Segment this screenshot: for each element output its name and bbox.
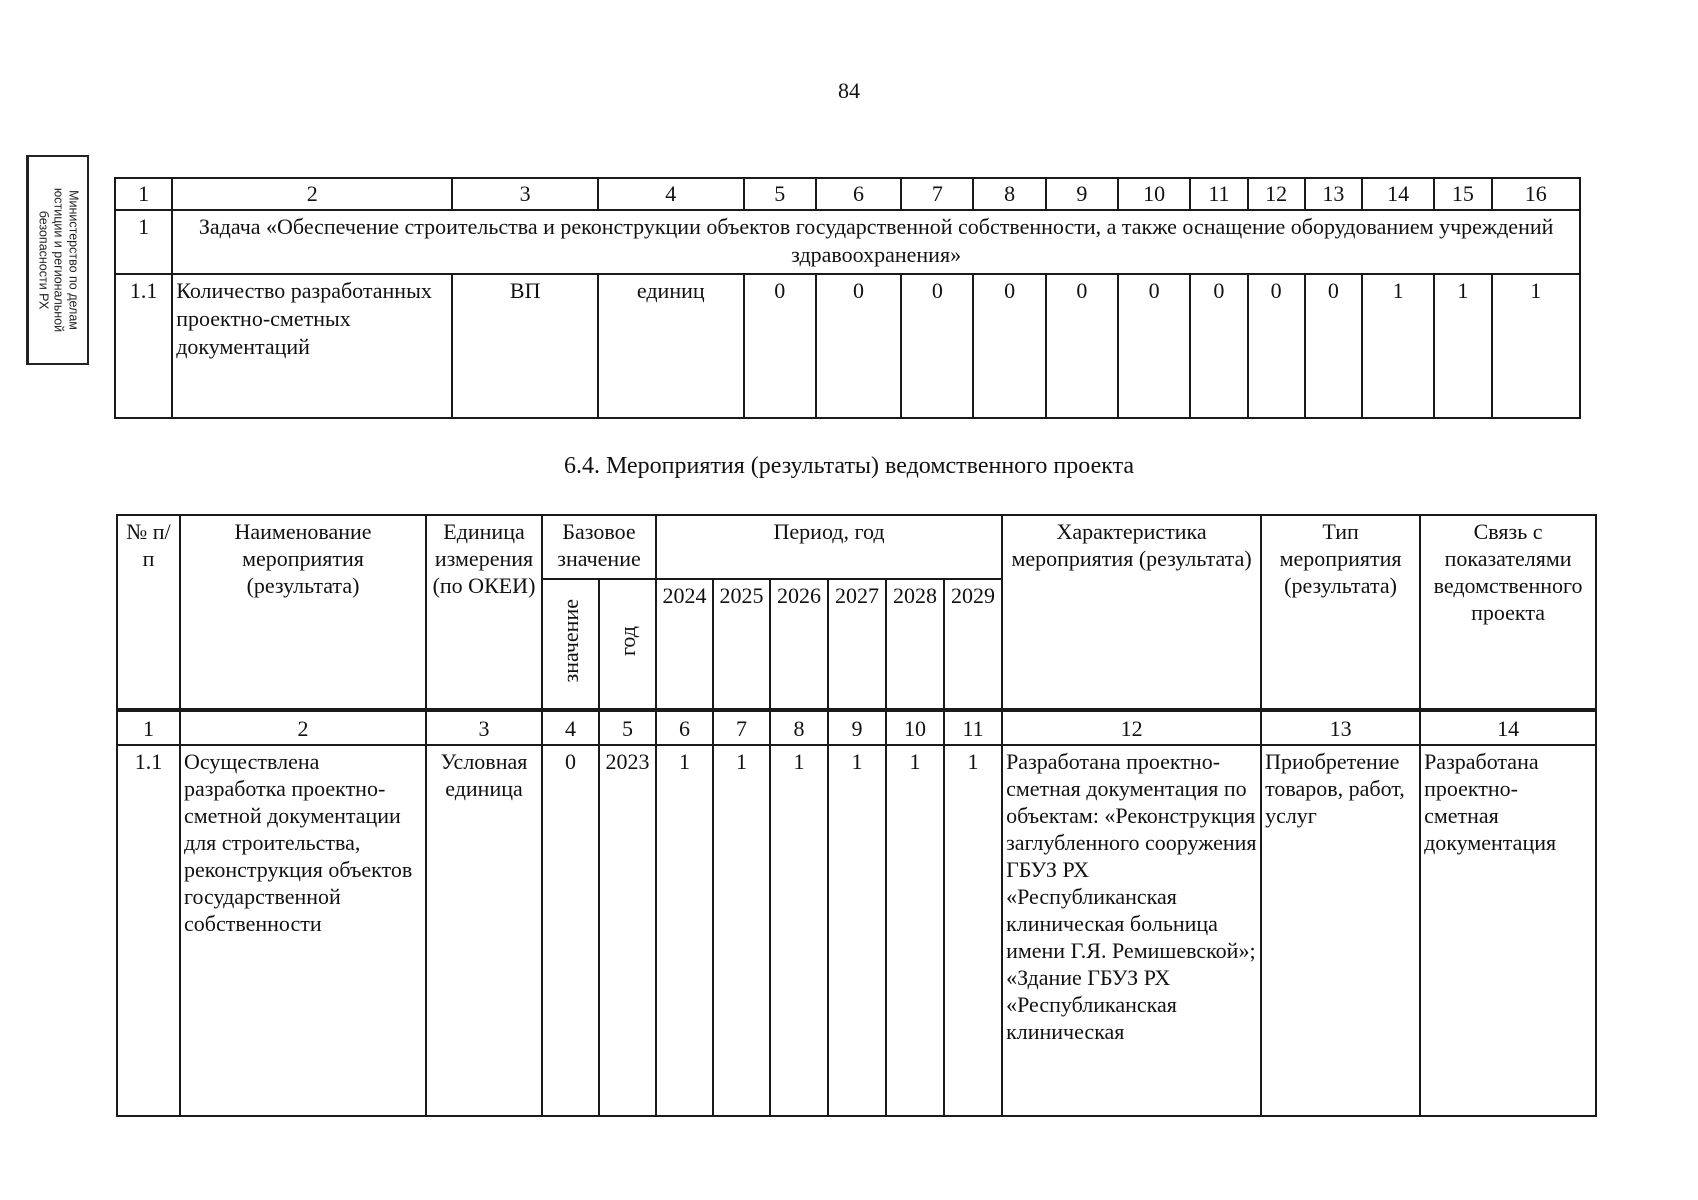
table-header-row bbox=[115, 178, 1580, 210]
column-number: 4 bbox=[542, 711, 599, 745]
column-number: 16 bbox=[1492, 178, 1580, 210]
indicator-value: 0 bbox=[1305, 274, 1362, 418]
activity-name: Осуществлена разработка проектно-сметной документации для строительства, реконструкция объектов государственной собственности bbox=[180, 745, 426, 1116]
header-year: 2029 bbox=[944, 579, 1002, 709]
column-number: 2 bbox=[180, 711, 426, 745]
activity-unit: Условная единица bbox=[426, 745, 542, 1116]
base-year: 2023 bbox=[599, 745, 656, 1116]
indicator-type: ВП bbox=[452, 274, 598, 418]
column-number: 11 bbox=[944, 711, 1002, 745]
table-row bbox=[115, 274, 1580, 418]
stamp-text bbox=[36, 160, 81, 360]
indicator-value: 1 bbox=[1492, 274, 1580, 418]
task-row bbox=[115, 210, 1580, 274]
column-number: 13 bbox=[1305, 178, 1362, 210]
header-characteristic: Характеристика мероприятия (результата) bbox=[1002, 515, 1261, 709]
task-number: 1 bbox=[115, 210, 172, 274]
column-number: 8 bbox=[770, 711, 828, 745]
column-number: 5 bbox=[744, 178, 816, 210]
stamp-line: безопасности РХ bbox=[36, 210, 51, 310]
page-number: 84 bbox=[838, 78, 860, 103]
year-value: 1 bbox=[886, 745, 944, 1116]
indicators-table bbox=[114, 177, 1581, 419]
indicator-value: 1 bbox=[1434, 274, 1491, 418]
year-value: 1 bbox=[770, 745, 828, 1116]
year-value: 1 bbox=[656, 745, 713, 1116]
header-unit: Единица измерения (по ОКЕИ) bbox=[426, 515, 542, 709]
header-link: Связь с показателями ведомственного проекта bbox=[1420, 515, 1596, 709]
year-value: 1 bbox=[828, 745, 886, 1116]
base-value: 0 bbox=[542, 745, 599, 1116]
column-number: 8 bbox=[973, 178, 1045, 210]
column-number: 7 bbox=[901, 178, 973, 210]
header-base-year: год bbox=[599, 579, 656, 709]
column-number: 2 bbox=[172, 178, 452, 210]
column-number: 6 bbox=[656, 711, 713, 745]
column-number: 4 bbox=[598, 178, 744, 210]
header-year: 2025 bbox=[713, 579, 770, 709]
indicator-value: 0 bbox=[1190, 274, 1247, 418]
section-title: 6.4. Мероприятия (результаты) ведомственного проекта bbox=[563, 453, 1134, 479]
indicator-value: 0 bbox=[816, 274, 901, 418]
header-year: 2027 bbox=[828, 579, 886, 709]
column-number: 5 bbox=[599, 711, 656, 745]
header-year: 2028 bbox=[886, 579, 944, 709]
activity-characteristic: Разработана проектно-сметная документация по объектам: «Реконструкция заглубленного сооружения ГБУЗ РХ «Республиканская клиническая больница имени Г.Я. Ремишевской»; «Здание ГБУЗ РХ «Республиканская клиническая bbox=[1002, 745, 1261, 1116]
header-period: Период, год bbox=[656, 515, 1002, 579]
column-number: 14 bbox=[1362, 178, 1434, 210]
column-number: 3 bbox=[452, 178, 598, 210]
table-row bbox=[117, 745, 1596, 1116]
column-number: 3 bbox=[426, 711, 542, 745]
registration-stamp bbox=[26, 155, 89, 365]
indicator-value: 0 bbox=[901, 274, 973, 418]
stamp-line: юстиции и региональной bbox=[51, 187, 66, 333]
column-number: 9 bbox=[1046, 178, 1118, 210]
row-number: 1.1 bbox=[117, 745, 180, 1116]
column-number: 1 bbox=[117, 711, 180, 745]
column-numbers-row bbox=[117, 711, 1596, 745]
column-number: 7 bbox=[713, 711, 770, 745]
column-number: 10 bbox=[886, 711, 944, 745]
header-year: 2024 bbox=[656, 579, 713, 709]
column-number: 12 bbox=[1248, 178, 1305, 210]
header-year: 2026 bbox=[770, 579, 828, 709]
stamp-line: Министерство по делам bbox=[66, 190, 81, 330]
indicator-value: 0 bbox=[1046, 274, 1118, 418]
column-number: 9 bbox=[828, 711, 886, 745]
column-number: 14 bbox=[1420, 711, 1596, 745]
header-base-value: значение bbox=[542, 579, 599, 709]
year-value: 1 bbox=[944, 745, 1002, 1116]
column-number: 12 bbox=[1002, 711, 1261, 745]
indicator-value: 0 bbox=[744, 274, 816, 418]
header-num: № п/п bbox=[117, 515, 180, 709]
header-name: Наименование мероприятия (результата) bbox=[180, 515, 426, 709]
row-number: 1.1 bbox=[115, 274, 172, 418]
indicator-name: Количество разработанных проектно-сметных документаций bbox=[172, 274, 452, 418]
header-base: Базовое значение bbox=[542, 515, 656, 579]
activity-type: Приобретение товаров, работ, услуг bbox=[1261, 745, 1420, 1116]
indicator-value: 1 bbox=[1362, 274, 1434, 418]
activities-table bbox=[116, 514, 1597, 1117]
column-number: 11 bbox=[1190, 178, 1247, 210]
header-type: Тип мероприятия (результата) bbox=[1261, 515, 1420, 709]
year-value: 1 bbox=[713, 745, 770, 1116]
task-text: Задача «Обеспечение строительства и реконструкции объектов государственной собственности, а также оснащение оборудованием учреждений здравоохранения» bbox=[172, 210, 1580, 274]
indicator-value: 0 bbox=[1248, 274, 1305, 418]
indicator-unit: единиц bbox=[598, 274, 744, 418]
indicator-value: 0 bbox=[973, 274, 1045, 418]
column-number: 15 bbox=[1434, 178, 1491, 210]
column-number: 6 bbox=[816, 178, 901, 210]
column-number: 13 bbox=[1261, 711, 1420, 745]
table-header-row bbox=[117, 515, 1596, 579]
indicator-value: 0 bbox=[1118, 274, 1190, 418]
column-number: 10 bbox=[1118, 178, 1190, 210]
column-number: 1 bbox=[115, 178, 172, 210]
activity-link: Разработана проектно-сметная документация bbox=[1420, 745, 1596, 1116]
